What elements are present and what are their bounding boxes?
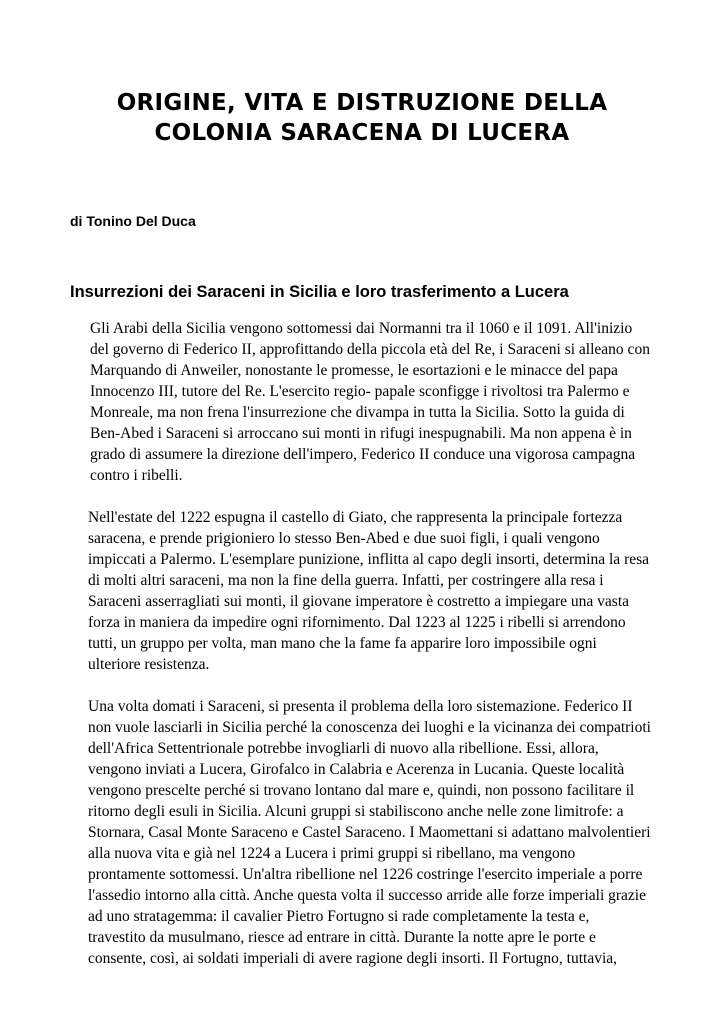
paragraph-line: vengono prescelte perché si trovano lontano dal mare e, quindi, non possono facilitare il bbox=[88, 782, 635, 799]
paragraph-line: Nell'estate del 1222 espugna il castello di Giato, che rappresenta la principale fortezza bbox=[88, 509, 623, 526]
paragraph-line: travestito da musulmano, riesce ad entrare in città. Durante la notte apre le porte e bbox=[88, 929, 596, 946]
title-line-2: COLONIA SARACENA DI LUCERA bbox=[154, 120, 570, 146]
paragraph-line: Innocenzo III, tutore del Re. L'esercito regio- papale sconfigge i rivoltosi tra Palermo e bbox=[90, 383, 630, 400]
paragraph-line: consente, così, ai soldati imperiali di avere ragione degli insorti. Il Fortugno, tuttavia, bbox=[88, 950, 618, 967]
paragraph-line: forza in maniera da impedire ogni rifornimento. Dal 1223 al 1225 i ribelli si arrendono bbox=[88, 614, 626, 631]
paragraph-line: ad uno stratagemma: il cavalier Pietro Fortugno si rade completamente la testa e, bbox=[88, 908, 590, 925]
body-text bbox=[70, 318, 656, 990]
paragraph-line: del governo di Federico II, approfittando della piccola età del Re, i Saraceni si alleano con bbox=[90, 341, 650, 358]
title-line-1: ORIGINE, VITA E DISTRUZIONE DELLA bbox=[116, 90, 608, 116]
paragraph-line: ulteriore resistenza. bbox=[88, 656, 210, 673]
paragraph-line: Saraceni asserragliati sui monti, il giovane imperatore è costretto a impiegare una vasta bbox=[88, 593, 630, 610]
paragraph-line: dell'Africa Settentrionale potrebbe invogliarli di nuovo alla ribellione. Essi, allora, bbox=[88, 740, 599, 757]
paragraph-line: Monreale, ma non frena l'insurrezione che divampa in tutta la Sicilia. Sotto la guida di bbox=[90, 404, 625, 421]
paragraph-line: saracena, e prende prigioniero lo stesso Ben-Abed e due suoi figli, i quali vengono bbox=[88, 530, 600, 547]
paragraph-line: tutti, un gruppo per volta, man mano che la fame fa apparire loro impossibile ogni bbox=[88, 635, 597, 652]
paragraph-line: contro i ribelli. bbox=[90, 467, 183, 484]
paragraph-line: prontamente sottomessi. Un'altra ribellione nel 1226 costringe l'esercito imperiale a porre bbox=[88, 866, 643, 883]
paragraph-line: Una volta domati i Saraceni, si presenta il problema della loro sistemazione. Federico II bbox=[88, 698, 633, 715]
paragraph-line: non vuole lasciarli in Sicilia perché la conoscenza dei luoghi e la vicinanza dei compatrioti bbox=[88, 719, 651, 736]
paragraph-line: Stornara, Casal Monte Saraceno e Castel Saraceno. I Maomettani si adattano malvolentieri bbox=[88, 824, 651, 841]
paragraph-line: l'assedio intorno alla città. Anche questa volta il successo arride alle forze imperiali grazie bbox=[88, 887, 646, 904]
body-paragraph bbox=[70, 696, 656, 969]
paragraph-line: Gli Arabi della Sicilia vengono sottomessi dai Normanni tra il 1060 e il 1091. All'inizio bbox=[90, 320, 633, 337]
section-heading: Insurrezioni dei Saraceni in Sicilia e loro trasferimento a Lucera bbox=[70, 283, 569, 301]
body-paragraph bbox=[70, 318, 656, 486]
paragraph-line: ritorno degli esuli in Sicilia. Alcuni gruppi si stabiliscono anche nelle zone limitrofe: a bbox=[88, 803, 624, 820]
paragraph-line: alla nuova vita e già nel 1224 a Lucera i primi gruppi si ribellano, ma vengono bbox=[88, 845, 576, 862]
paragraph-line: Ben-Abed i Saraceni si arroccano sui monti in rifugi inespugnabili. Ma non appena è in bbox=[90, 425, 632, 442]
paragraph-line: vengono inviati a Lucera, Girofalco in Calabria e Acerenza in Lucania. Queste località bbox=[88, 761, 625, 778]
paragraph-line: di molti altri saraceni, ma non la fine della guerra. Infatti, per costringere alla resa i bbox=[88, 572, 604, 589]
paragraph-line: grado di assumere la direzione dell'impero, Federico II conduce una vigorosa campagna bbox=[90, 446, 636, 463]
paragraph-line: impiccati a Palermo. L'esemplare punizione, inflitta al capo degli insorti, determina la resa bbox=[88, 551, 650, 568]
body-paragraph bbox=[70, 507, 656, 675]
author-byline: di Tonino Del Duca bbox=[70, 213, 196, 229]
paragraph-line: Marquando di Anweiler, nonostante le promesse, le esortazioni e le minacce del papa bbox=[90, 362, 618, 379]
document-title bbox=[60, 88, 664, 148]
